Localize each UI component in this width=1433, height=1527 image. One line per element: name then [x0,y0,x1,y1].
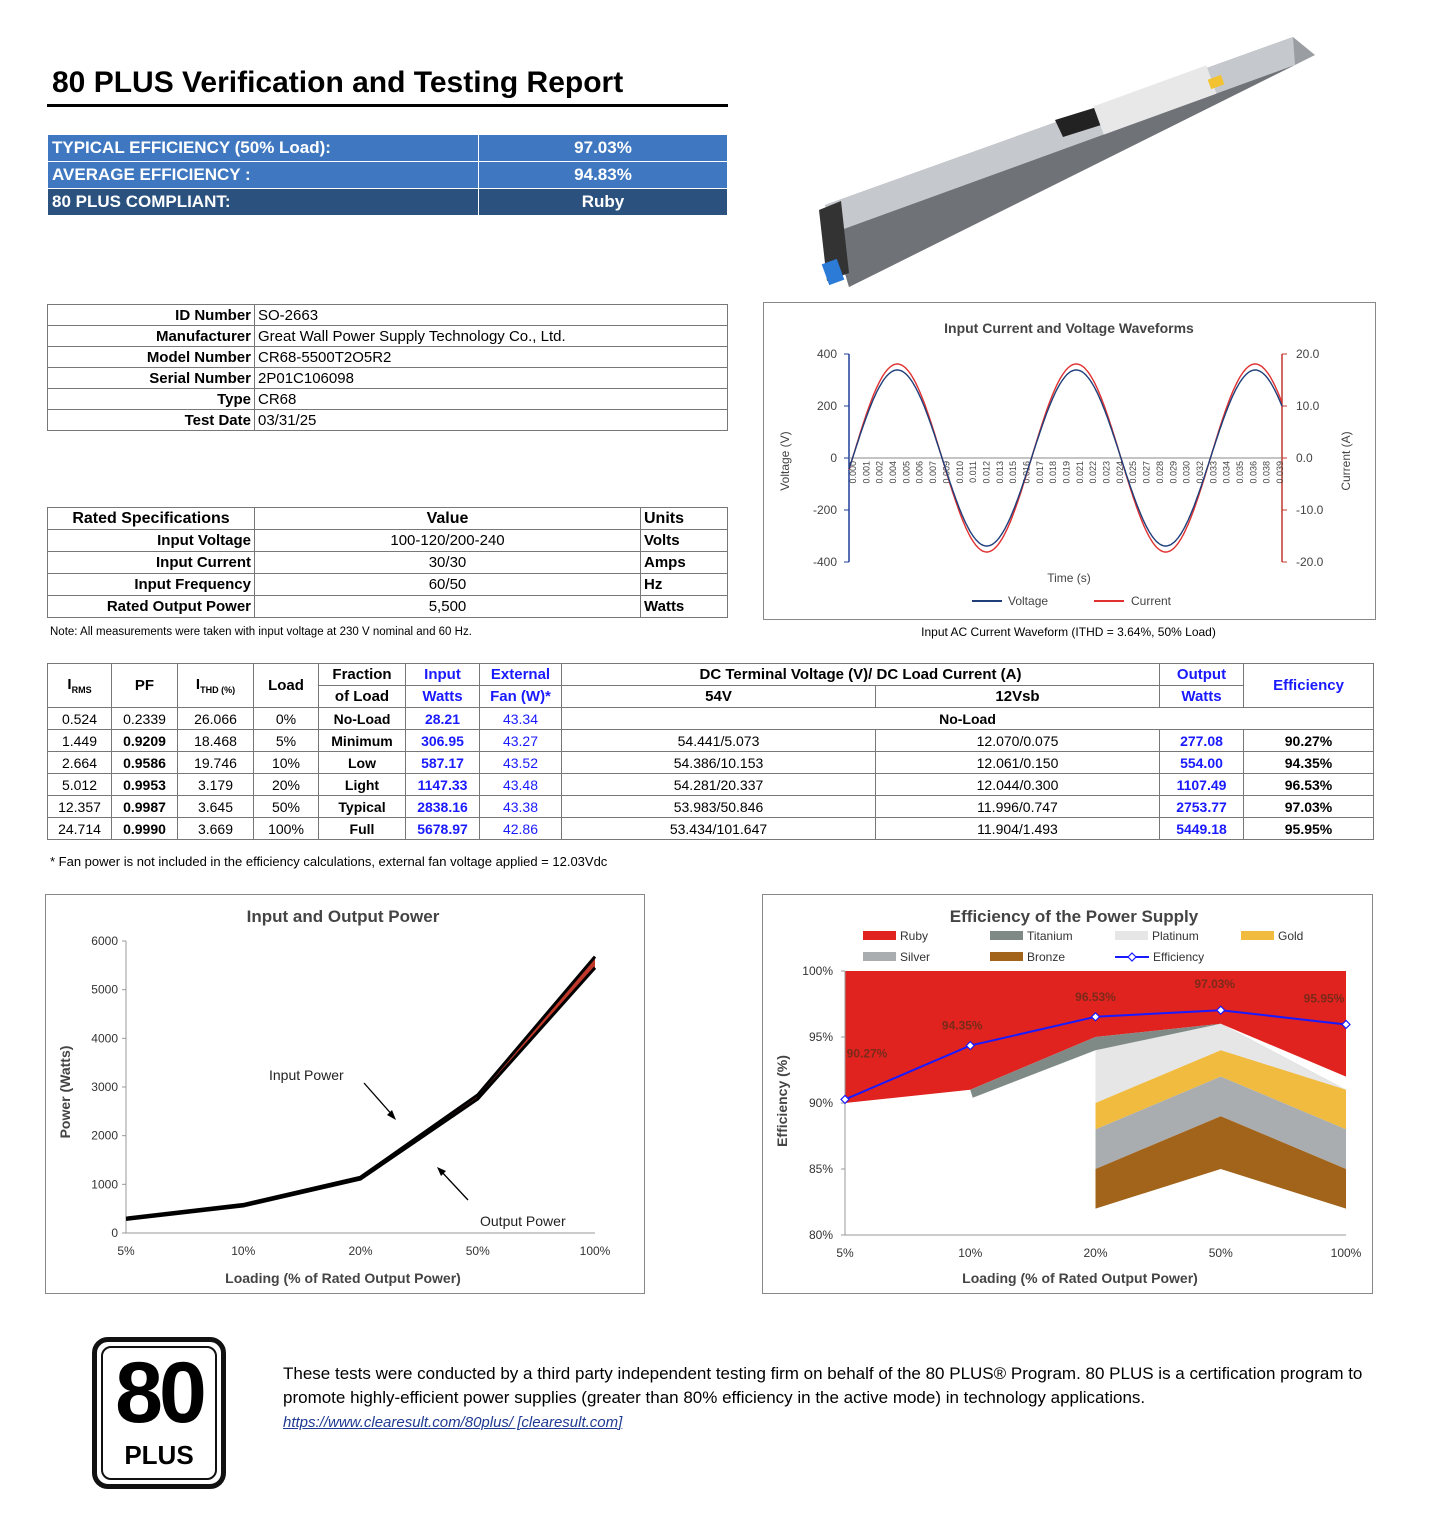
right-tick-label: 10.0 [1296,399,1320,413]
info-label: Manufacturer [48,326,255,347]
left-tick-label: 200 [816,399,837,413]
header-output: Output [1160,664,1244,686]
x-tick-label: 10% [231,1244,256,1258]
waveform-chart [764,303,1375,619]
spec-value: 5,500 [255,596,641,618]
legend-swatch-silver [863,952,896,961]
table-row: 12.357 0.9987 3.645 50% Typical 2838.16 43.38 53.983/50.846 11.996/0.747 2753.77 97.03% [48,796,1374,818]
y-tick-label: 80% [808,1228,833,1242]
specs-table [47,507,728,618]
x-tick-label: 0.032 [1194,461,1205,484]
x-tick-label: 0.025 [1128,461,1139,484]
waveform-ylabel-right: Current (A) [1339,431,1353,491]
header-output-2: Watts [1160,686,1244,708]
x-tick-label: 0.038 [1261,461,1272,484]
header-efficiency: Efficiency [1244,664,1374,708]
x-tick-label: 0.011 [968,461,979,483]
x-tick-label: 0.019 [1061,461,1072,484]
x-tick-label: 100% [1330,1246,1362,1260]
input-power-arrow [364,1083,394,1117]
info-value: 2P01C106098 [255,368,728,389]
x-tick-label: 0.036 [1248,461,1259,484]
output-power-arrow [440,1170,468,1200]
efficiency-data-label: 97.03% [1194,977,1236,992]
legend-current: Current [1131,594,1172,608]
x-tick-label: 0.033 [1208,461,1219,484]
waveform-xlabel: Time (s) [1047,571,1091,585]
x-tick-label: 0.012 [981,461,992,484]
legend-swatch-ruby [863,931,896,940]
right-tick-label: -20.0 [1296,555,1324,569]
legend-marker-efficiency [1128,953,1136,961]
info-value: 03/31/25 [255,410,728,431]
x-tick-label: 0.000 [848,461,858,484]
x-tick-label: 0.030 [1181,461,1192,484]
right-tick-label: 20.0 [1296,347,1320,361]
x-tick-label: 0.034 [1221,461,1232,484]
efficiency-data-label: 94.35% [941,1018,983,1033]
x-tick-label: 0.015 [1008,461,1019,484]
summary-value: Ruby [479,189,728,216]
table-row: 2.664 0.9586 19.746 10% Low 587.17 43.52 54.386/10.153 12.061/0.150 554.00 94.35% [48,752,1374,774]
x-tick-label: 0.009 [941,461,952,484]
efficiency-data-label: 90.27% [846,1046,888,1061]
spec-label: Rated Output Power [48,596,255,618]
header-fraction-2: of Load [319,686,406,708]
y-tick-label: 4000 [91,1031,118,1046]
x-tick-label: 100% [579,1244,611,1258]
y-tick-label: 90% [808,1096,833,1110]
spec-label: Input Current [48,552,255,574]
table-row: 5.012 0.9953 3.179 20% Light 1147.33 43.48 54.281/20.337 12.044/0.300 1107.49 96.53% [48,774,1374,796]
x-tick-label: 0.016 [1021,461,1032,484]
summary-label: TYPICAL EFFICIENCY (50% Load): [48,135,479,162]
efficiency-chart-title: Efficiency of the Power Supply [949,907,1199,926]
legend-swatch-gold [1241,931,1274,940]
specs-header: Units [641,508,728,530]
spec-unit: Volts [641,530,728,552]
waveform-caption: Input AC Current Waveform (ITHD = 3.64%, 50% Load) [921,625,1216,639]
x-tick-label: 20% [348,1244,373,1258]
waveform-ylabel-left: Voltage (V) [778,431,792,491]
header-irms: $I_{RMS}$ [48,664,112,708]
title-rule [47,104,728,107]
specs-header: Rated Specifications [48,508,255,530]
header-fraction: Fraction [319,664,406,686]
spec-value: 60/50 [255,574,641,596]
y-tick-label: 5000 [91,982,118,997]
footer-paragraph: These tests were conducted by a third party independent testing firm on behalf of the 80 PLUS® Program. 80 PLUS is a certification program to promote highly-efficient power supplies (greater than 80% efficiency in the active mode) in technology applications. [283,1364,1363,1407]
header-rail-54v: 54V [562,686,876,708]
left-tick-label: 0 [830,451,837,465]
info-value: CR68-5500T2O5R2 [255,347,728,368]
spec-value: 30/30 [255,552,641,574]
table-row: 0.524 0.2339 26.066 0% No-Load 28.21 43.34 No-Load [48,708,1374,730]
right-tick-label: 0.0 [1296,451,1313,465]
table-footnote: * Fan power is not included in the efficiency calculations, external fan voltage applied = 12.03Vdc [50,854,608,869]
x-tick-label: 0.023 [1101,461,1112,484]
x-tick-label: 0.027 [1141,461,1152,484]
legend-swatch-titanium [990,931,1023,940]
header-fan: External [480,664,562,686]
efficiency-chart [763,895,1372,1293]
psu-product-image [805,25,1320,295]
legend-label-gold: Gold [1278,929,1304,943]
page-title: 80 PLUS Verification and Testing Report [52,66,624,99]
x-tick-label: 0.029 [1168,461,1179,484]
x-tick-label: 0.024 [1114,461,1125,484]
x-tick-label: 0.028 [1154,461,1165,484]
power-chart-frame [45,894,645,1294]
x-tick-label: 5% [836,1246,854,1260]
left-tick-label: -400 [812,555,837,569]
legend-label-ruby: Ruby [900,929,929,943]
x-tick-label: 0.005 [901,461,912,484]
y-tick-label: 85% [808,1162,833,1176]
header-load: Load [254,664,319,708]
info-value: SO-2663 [255,305,728,326]
header-input-2: Watts [406,686,480,708]
spec-unit: Watts [641,596,728,618]
left-tick-label: 400 [816,347,837,361]
x-tick-label: 0.035 [1234,461,1245,484]
legend-swatch-bronze [990,952,1023,961]
x-tick-label: 0.021 [1074,461,1085,484]
info-label: Test Date [48,410,255,431]
x-tick-label: 50% [1208,1246,1233,1260]
x-tick-label: 5% [117,1244,135,1258]
legend-label-bronze: Bronze [1027,950,1066,964]
y-tick-label: 3000 [91,1080,118,1094]
specs-header: Value [255,508,641,530]
80plus-logo [92,1337,226,1489]
x-tick-label: 0.017 [1034,461,1045,484]
summary-value: 97.03% [479,135,728,162]
legend-label-efficiency: Efficiency [1153,950,1205,964]
legend-voltage: Voltage [1008,594,1049,608]
logo-80: 80 [115,1345,203,1441]
logo-plus: PLUS [124,1440,194,1470]
summary-value: 94.83% [479,162,728,189]
legend-label-silver: Silver [900,950,931,964]
efficiency-chart-ylabel: Efficiency (%) [774,1055,790,1147]
input-power-label: Input Power [269,1067,344,1083]
waveform-title: Input Current and Voltage Waveforms [944,320,1194,336]
header-input: Input [406,664,480,686]
power-chart [46,895,644,1293]
header-fan-2: Fan (W)* [480,686,562,708]
output-power-line [126,968,595,1220]
x-tick-label: 50% [465,1244,490,1258]
spec-value: 100-120/200-240 [255,530,641,552]
x-tick-label: 0.010 [954,461,965,484]
info-label: Serial Number [48,368,255,389]
power-chart-title: Input and Output Power [246,907,440,926]
info-value: Great Wall Power Supply Technology Co., Ltd. [255,326,728,347]
right-tick-label: -10.0 [1296,503,1324,517]
info-value: CR68 [255,389,728,410]
y-tick-label: 2000 [91,1128,118,1143]
header-dc: DC Terminal Voltage (V)/ DC Load Current (A) [562,664,1160,686]
measurement-table [47,663,1374,840]
x-tick-label: 0.001 [861,461,872,484]
waveform-chart-frame [763,302,1376,620]
header-pf: PF [112,664,178,708]
y-tick-label: 100% [802,964,833,978]
spec-label: Input Voltage [48,530,255,552]
efficiency-chart-frame [762,894,1373,1294]
legend-label-titanium: Titanium [1027,929,1073,943]
info-label: Model Number [48,347,255,368]
left-tick-label: -200 [812,503,837,517]
summary-label: AVERAGE EFFICIENCY : [48,162,479,189]
table-row: 24.714 0.9990 3.669 100% Full 5678.97 42.86 53.434/101.647 11.904/1.493 5449.18 95.95% [48,818,1374,840]
info-table [47,304,728,431]
footer-link[interactable]: https://www.clearesult.com/80plus/ [clearesult.com] [283,1414,623,1431]
header-ithd: $I_{THD (\%)}$ [178,664,254,708]
specs-note: Note: All measurements were taken with input voltage at 230 V nominal and 60 Hz. [50,626,472,638]
spec-label: Input Frequency [48,574,255,596]
summary-label: 80 PLUS COMPLIANT: [48,189,479,216]
spec-unit: Hz [641,574,728,596]
info-label: ID Number [48,305,255,326]
legend-swatch-platinum [1115,931,1148,940]
output-power-label: Output Power [480,1213,566,1229]
y-tick-label: 95% [808,1030,833,1044]
x-tick-label: 0.039 [1275,461,1285,484]
x-tick-label: 0.004 [888,461,899,484]
summary-table [47,134,728,216]
x-tick-label: 0.018 [1048,461,1059,484]
power-chart-ylabel: Power (Watts) [57,1045,73,1139]
x-tick-label: 0.007 [928,461,939,484]
efficiency-chart-xlabel: Loading (% of Rated Output Power) [962,1270,1198,1286]
footer-text [283,1362,1383,1435]
efficiency-data-label: 96.53% [1075,989,1116,1004]
efficiency-data-label: 95.95% [1303,991,1345,1006]
y-tick-label: 1000 [91,1177,118,1192]
legend-label-platinum: Platinum [1152,929,1199,943]
y-tick-label: 0 [111,1226,118,1240]
table-row: 1.449 0.9209 18.468 5% Minimum 306.95 43.27 54.441/5.073 12.070/0.075 277.08 90.27% [48,730,1374,752]
x-tick-label: 0.006 [914,461,925,484]
header-rail-12vsb: 12Vsb [876,686,1160,708]
info-label: Type [48,389,255,410]
power-chart-xlabel: Loading (% of Rated Output Power) [225,1270,461,1286]
x-tick-label: 0.002 [874,461,885,484]
x-tick-label: 0.013 [994,461,1005,484]
x-tick-label: 0.022 [1088,461,1099,484]
y-tick-label: 6000 [91,934,118,948]
spec-unit: Amps [641,552,728,574]
x-tick-label: 20% [1083,1246,1108,1260]
x-tick-label: 10% [958,1246,983,1260]
